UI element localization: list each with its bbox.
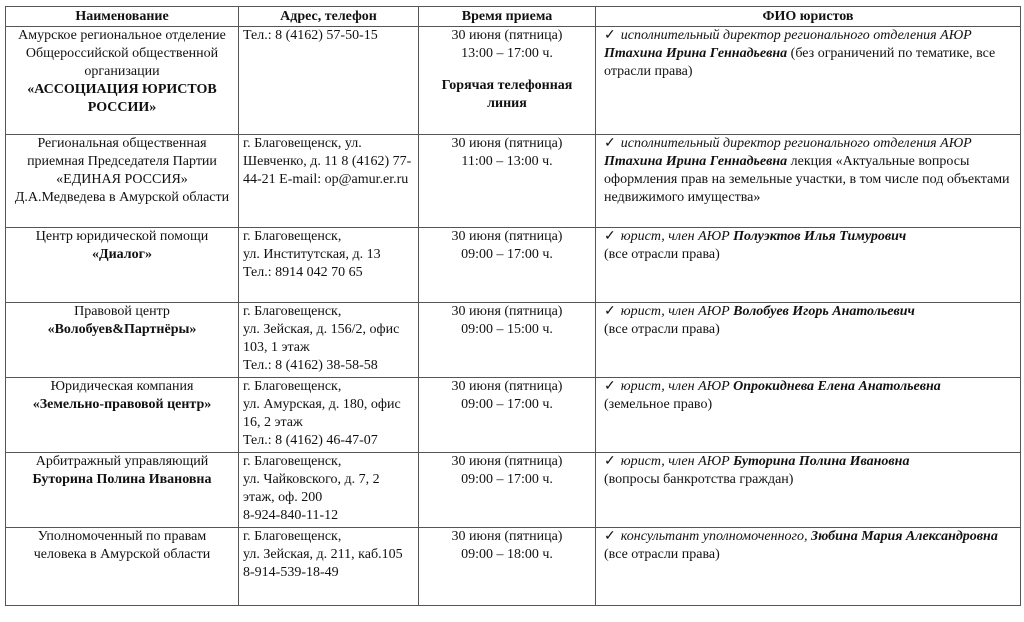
lawyer-name: Опрокиднева Елена Анатольевна xyxy=(733,379,941,394)
address-line: ул. Зейская, д. 156/2, офис 103, 1 этаж xyxy=(243,322,400,355)
reception-hours: 09:00 – 17:00 ч. xyxy=(461,397,553,412)
header-name: Наименование xyxy=(6,7,239,27)
reception-date: 30 июня (пятница) xyxy=(451,379,563,394)
phone-line: Тел.: 8914 042 70 65 xyxy=(243,265,363,280)
table-row xyxy=(6,453,1021,528)
organization-name: Правовой центр xyxy=(74,304,170,319)
phone-line: 8-914-539-18-49 xyxy=(243,565,339,580)
organization-cell xyxy=(6,528,239,606)
address-cell xyxy=(239,453,419,528)
organization-name-bold: Буторина Полина Ивановна xyxy=(32,472,212,487)
time-cell xyxy=(419,528,596,606)
table-header-row xyxy=(6,7,1021,27)
reception-date: 30 июня (пятница) xyxy=(451,229,563,244)
organization-name-bold: «Волобуев&Партнёры» xyxy=(47,322,197,337)
organization-name-bold: «Земельно-правовой центр» xyxy=(32,397,212,412)
address-cell xyxy=(239,378,419,453)
lawyer-cell xyxy=(596,27,1021,135)
phone-line: Тел.: 8 (4162) 38-58-58 xyxy=(243,358,378,373)
reception-date: 30 июня (пятница) xyxy=(451,28,563,43)
reception-hours: 11:00 – 13:00 ч. xyxy=(461,154,553,169)
address-cell xyxy=(239,228,419,303)
organization-cell xyxy=(6,27,239,135)
address-text: Тел.: 8 (4162) 57-50-15 xyxy=(243,28,378,43)
address-cell xyxy=(239,303,419,378)
lawyer-note: (все отрасли права) xyxy=(604,322,720,337)
check-icon: ✓ xyxy=(604,304,616,319)
reception-hours: 09:00 – 17:00 ч. xyxy=(461,247,553,262)
header-address: Адрес, телефон xyxy=(239,7,419,27)
lawyer-name: Волобуев Игорь Анатольевич xyxy=(733,304,915,319)
reception-date: 30 июня (пятница) xyxy=(451,304,563,319)
address-cell xyxy=(239,528,419,606)
address-text: г. Благовещенск, ул. Шевченко, д. 11 8 (4162) 77-44-21 E-mail: op@amur.er.ru xyxy=(243,136,412,187)
lawyer-role: исполнительный директор регионального отделения АЮР xyxy=(620,28,972,43)
reception-hours: 09:00 – 15:00 ч. xyxy=(461,322,553,337)
lawyer-note: (все отрасли права) xyxy=(604,547,720,562)
lawyer-role: исполнительный директор регионального отделения АЮР xyxy=(620,136,972,151)
reception-date: 30 июня (пятница) xyxy=(451,136,563,151)
reception-hours: 13:00 – 17:00 ч. xyxy=(461,46,553,61)
table-row xyxy=(6,528,1021,606)
lawyer-role: юрист, член АЮР xyxy=(620,229,730,244)
check-icon: ✓ xyxy=(604,454,616,469)
address-line: ул. Чайковского, д. 7, 2 этаж, оф. 200 xyxy=(243,472,380,505)
lawyer-cell xyxy=(596,135,1021,228)
table-row xyxy=(6,135,1021,228)
lawyer-name: Птахина Ирина Геннадьевна xyxy=(604,46,788,61)
hotline-label: Горячая телефонная линия xyxy=(441,78,573,111)
address-line: г. Благовещенск, xyxy=(243,454,342,469)
check-icon: ✓ xyxy=(604,529,616,544)
address-line: г. Благовещенск, xyxy=(243,229,342,244)
lawyer-role: юрист, член АЮР xyxy=(620,379,730,394)
time-cell xyxy=(419,378,596,453)
organization-cell xyxy=(6,303,239,378)
lawyer-role: юрист, член АЮР xyxy=(620,454,730,469)
time-cell xyxy=(419,135,596,228)
lawyer-cell xyxy=(596,528,1021,606)
check-icon: ✓ xyxy=(604,229,616,244)
reception-hours: 09:00 – 17:00 ч. xyxy=(461,472,553,487)
header-time: Время приема xyxy=(419,7,596,27)
time-cell xyxy=(419,453,596,528)
lawyer-cell xyxy=(596,303,1021,378)
organization-cell xyxy=(6,453,239,528)
address-line: г. Благовещенск, xyxy=(243,379,342,394)
organization-name: Амурское региональное отделение Общероссийской общественной организации xyxy=(18,28,226,79)
organization-name: Юридическая компания xyxy=(50,379,194,394)
lawyer-name: Полуэктов Илья Тимурович xyxy=(733,229,907,244)
address-line: г. Благовещенск, xyxy=(243,304,342,319)
check-icon: ✓ xyxy=(604,28,616,43)
lawyer-note: лекция «Актуальные вопросы оформления прав на земельные участки, в том числе под объектами недвижимого имущества» xyxy=(604,154,1010,205)
reception-date: 30 июня (пятница) xyxy=(451,454,563,469)
lawyer-cell xyxy=(596,378,1021,453)
organization-name: Центр юридической помощи xyxy=(35,229,209,244)
address-line: ул. Зейская, д. 211, каб.105 xyxy=(243,547,403,562)
lawyer-note: (земельное право) xyxy=(604,397,713,412)
organization-name-bold: «Диалог» xyxy=(91,247,153,262)
organization-name-bold: «АССОЦИАЦИЯ ЮРИСТОВ РОССИИ» xyxy=(27,82,217,115)
reception-date: 30 июня (пятница) xyxy=(451,529,563,544)
organization-cell xyxy=(6,135,239,228)
lawyer-name: Буторина Полина Ивановна xyxy=(733,454,910,469)
reception-hours: 09:00 – 18:00 ч. xyxy=(461,547,553,562)
organization-name: Арбитражный управляющий xyxy=(35,454,209,469)
time-cell xyxy=(419,303,596,378)
address-cell xyxy=(239,135,419,228)
address-cell xyxy=(239,27,419,135)
table-row xyxy=(6,27,1021,135)
header-fio: ФИО юристов xyxy=(596,7,1021,27)
organization-name: Уполномоченный по правам человека в Амурской области xyxy=(33,529,211,562)
organization-cell xyxy=(6,228,239,303)
address-line: ул. Институтская, д. 13 xyxy=(243,247,381,262)
lawyer-cell xyxy=(596,453,1021,528)
table-row xyxy=(6,378,1021,453)
lawyer-note: (все отрасли права) xyxy=(604,247,720,262)
table-row xyxy=(6,303,1021,378)
table-row xyxy=(6,228,1021,303)
lawyer-note: (вопросы банкротства граждан) xyxy=(604,472,794,487)
address-line: ул. Амурская, д. 180, офис 16, 2 этаж xyxy=(243,397,401,430)
phone-line: 8-924-840-11-12 xyxy=(243,508,339,523)
organization-name: Региональная общественная приемная Председателя Партии «ЕДИНАЯ РОССИЯ» Д.А.Медведева в Амурской области xyxy=(14,136,230,205)
lawyer-role: юрист, член АЮР xyxy=(620,304,730,319)
lawyer-cell xyxy=(596,228,1021,303)
organization-cell xyxy=(6,378,239,453)
lawyer-role: консультант уполномоченного, xyxy=(620,529,808,544)
time-cell xyxy=(419,27,596,135)
check-icon: ✓ xyxy=(604,379,616,394)
lawyers-schedule-table xyxy=(5,6,1021,606)
phone-line: Тел.: 8 (4162) 46-47-07 xyxy=(243,433,378,448)
lawyer-name: Птахина Ирина Геннадьевна xyxy=(604,154,788,169)
check-icon: ✓ xyxy=(604,136,616,151)
lawyer-note: (без ограничений по тематике, все отрасли права) xyxy=(604,46,996,79)
lawyer-name: Зюбина Мария Александровна xyxy=(810,529,998,544)
address-line: г. Благовещенск, xyxy=(243,529,342,544)
time-cell xyxy=(419,228,596,303)
